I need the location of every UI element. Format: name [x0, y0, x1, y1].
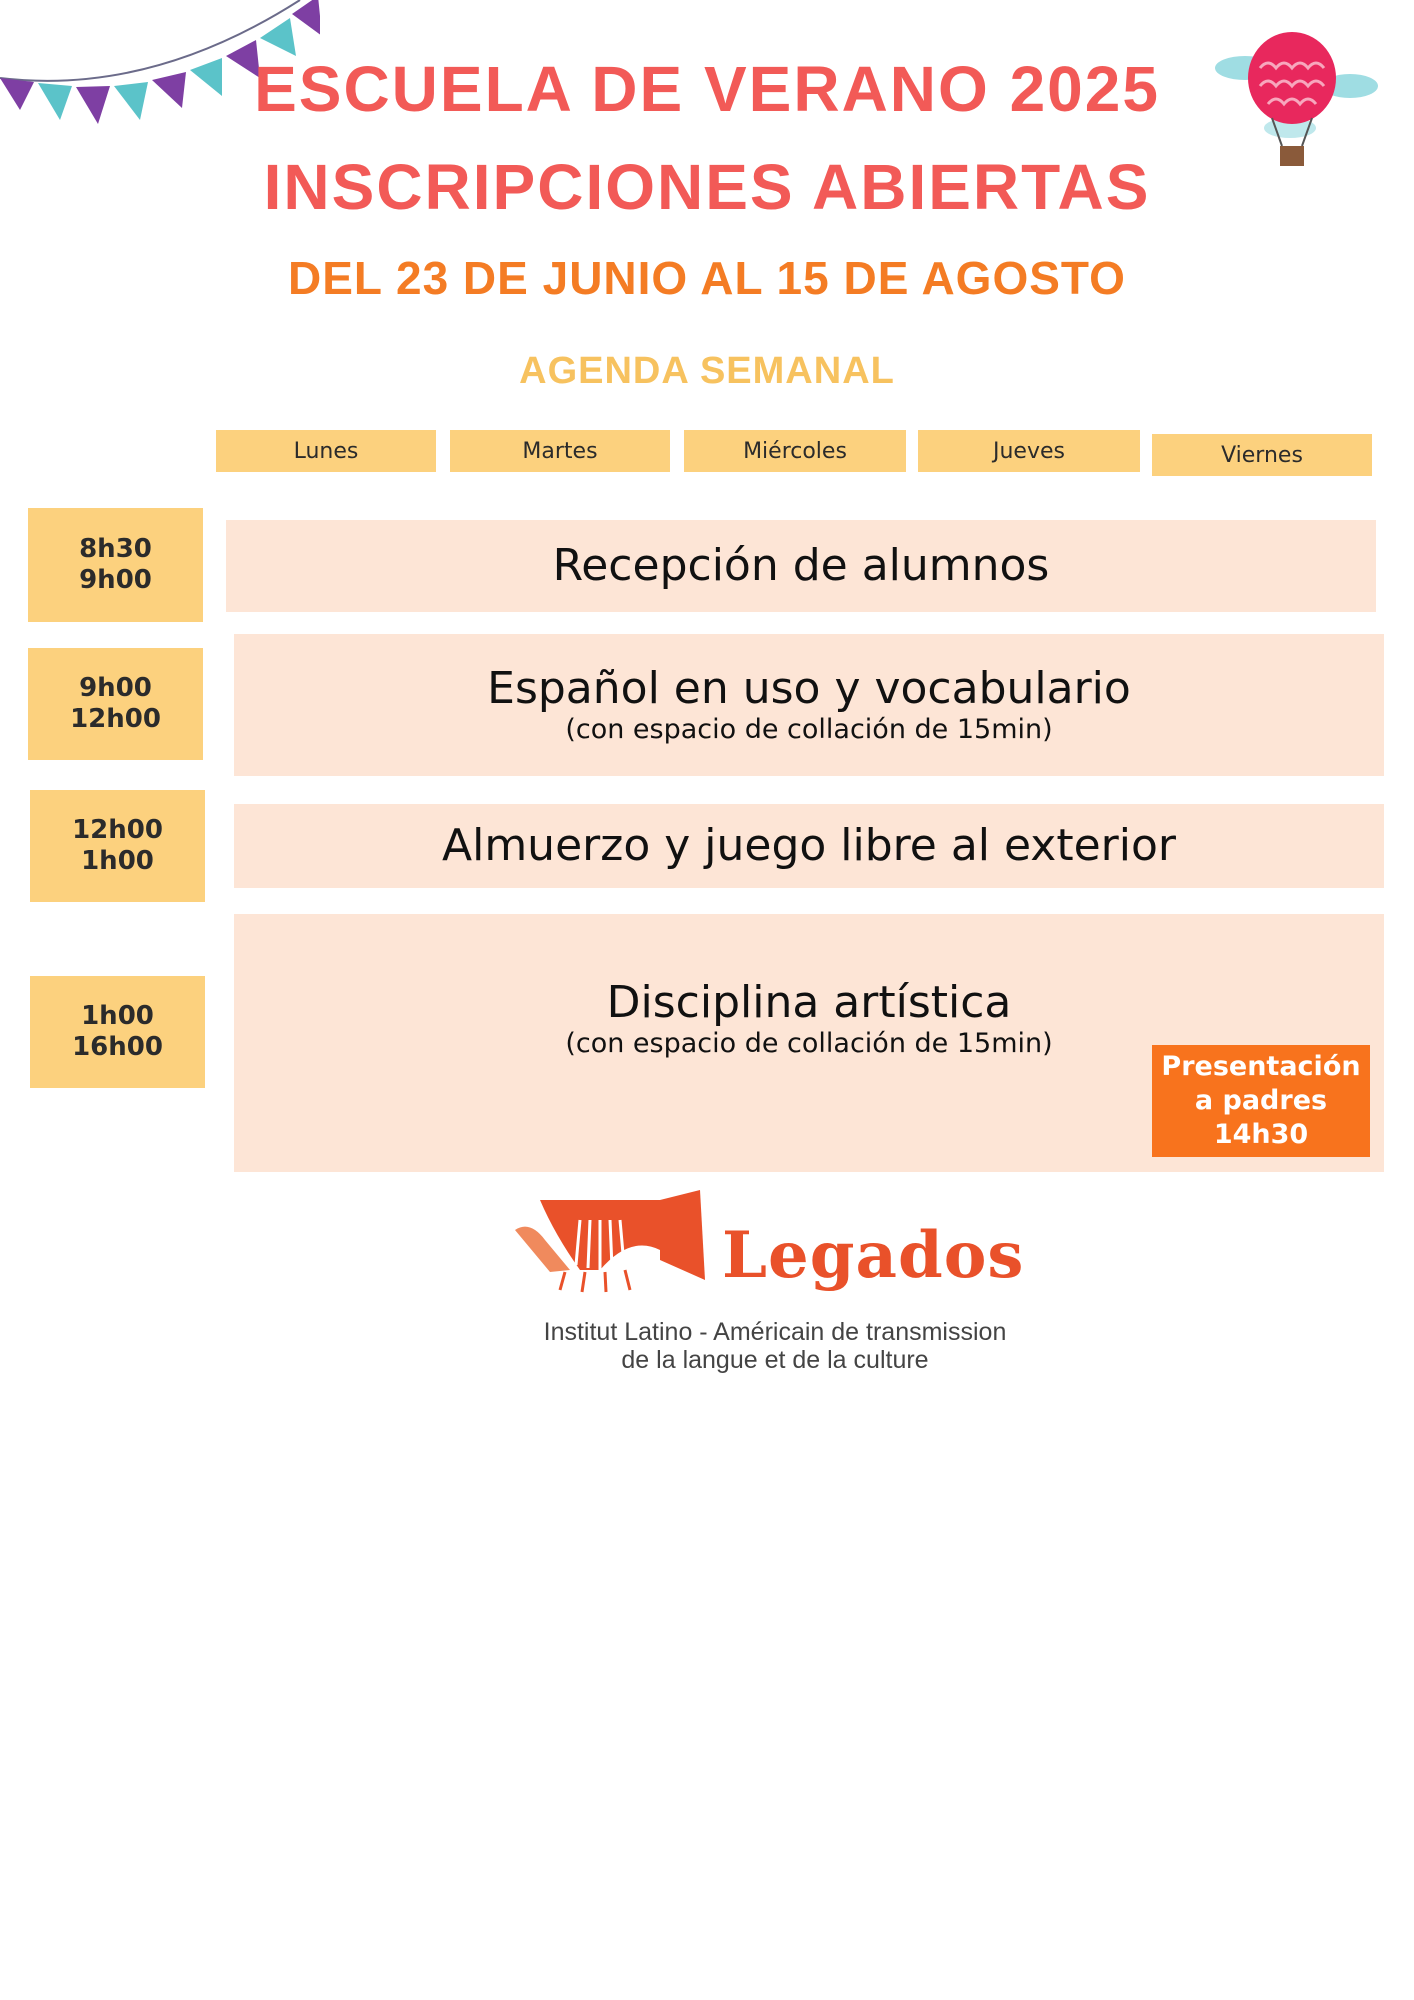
activity-title: Recepción de alumnos	[552, 540, 1050, 591]
time-start: 8h30	[79, 534, 152, 564]
logo-name: Legados	[722, 1218, 1025, 1293]
day-header-miercoles: Miércoles	[684, 430, 906, 472]
logo-subtitle-line2: de la langue et de la culture	[621, 1346, 929, 1374]
time-start: 12h00	[72, 815, 163, 845]
activity-title: Español en uso y vocabulario	[487, 663, 1131, 714]
time-slot	[28, 508, 203, 622]
badge-time: 14h30	[1213, 1119, 1309, 1150]
time-slot	[30, 790, 205, 902]
badge-line: a padres	[1194, 1085, 1328, 1116]
legados-logo-mark	[510, 1180, 725, 1295]
activity-title: Almuerzo y juego libre al exterior	[442, 820, 1176, 871]
activity-title: Disciplina artística	[606, 977, 1012, 1028]
time-end: 1h00	[81, 846, 154, 876]
parents-presentation-badge	[1152, 1045, 1370, 1157]
activity-band	[226, 520, 1376, 612]
activity-band	[234, 804, 1384, 888]
time-start: 1h00	[81, 1001, 154, 1031]
activity-band	[234, 634, 1384, 776]
time-end: 12h00	[70, 704, 161, 734]
time-end: 9h00	[79, 565, 152, 595]
date-range: DEL 23 DE JUNIO AL 15 DE AGOSTO	[288, 252, 1126, 304]
day-header-martes: Martes	[450, 430, 670, 472]
time-end: 16h00	[72, 1032, 163, 1062]
agenda-label: AGENDA SEMANAL	[519, 350, 895, 392]
day-header-lunes: Lunes	[216, 430, 436, 472]
day-header-viernes: Viernes	[1152, 434, 1372, 476]
activity-note: (con espacio de collación de 15min)	[565, 714, 1053, 745]
time-start: 9h00	[79, 673, 152, 703]
page-subtitle: INSCRIPCIONES ABIERTAS	[263, 151, 1151, 223]
time-slot	[30, 976, 205, 1088]
activity-note: (con espacio de collación de 15min)	[565, 1028, 1053, 1059]
badge-line: Presentación	[1161, 1051, 1361, 1082]
logo-subtitle-line1: Institut Latino - Américain de transmission	[543, 1318, 1007, 1346]
page-title: ESCUELA DE VERANO 2025	[254, 53, 1160, 125]
day-header-jueves: Jueves	[918, 430, 1140, 472]
time-slot	[28, 648, 203, 760]
